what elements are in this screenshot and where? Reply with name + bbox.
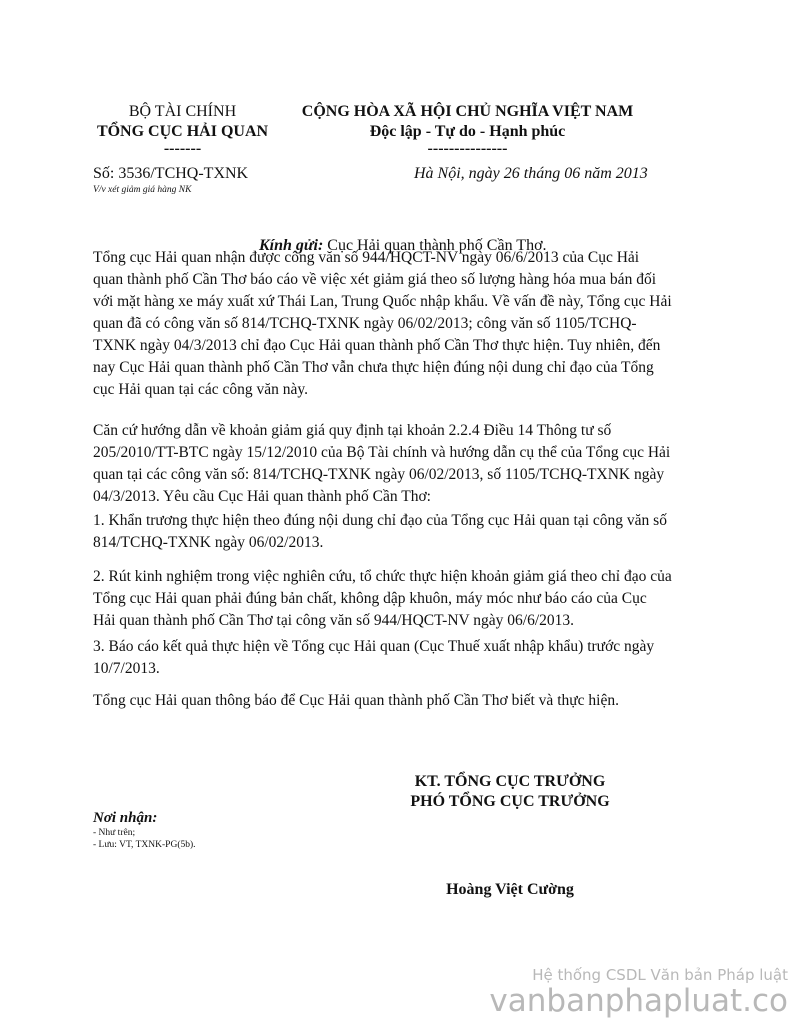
national-block xyxy=(285,102,650,156)
country-name: CỘNG HÒA XÃ HỘI CHỦ NGHĨA VIỆT NAM xyxy=(301,103,634,120)
document-number-block xyxy=(93,164,248,196)
paragraph-item-2: 2. Rút kinh nghiệm trong việc nghiên cứu, tổ chức thực hiện khoản giảm giá theo chỉ đạo của Tổng cục Hải quan phải đúng bản chất, không dập khuôn, máy móc như báo cáo của Cục Hải quan thành phố Cần Thơ tại công văn số 944/HQCT-NV ngày 06/6/2013. xyxy=(93,568,672,629)
place-date: Hà Nội, ngày 26 tháng 06 năm 2013 xyxy=(414,165,648,182)
signature-title-2: PHÓ TỔNG CỤC TRƯỞNG xyxy=(410,793,610,810)
paragraph-item-1: 1. Khẩn trương thực hiện theo đúng nội dung chỉ đạo của Tổng cục Hải quan tại công văn số 814/TCHQ-TXNK ngày 06/02/2013. xyxy=(93,512,667,551)
watermark-line-2: vanbanphapluat.co xyxy=(489,983,788,1019)
paragraph-basis: Căn cứ hướng dẫn về khoản giảm giá quy định tại khoản 2.2.4 Điều 14 Thông tư số 205/2010/TT-BTC ngày 15/12/2010 của Bộ Tài chính và hướng dẫn cụ thể của Tổng cục Hải quan tại các công văn số: 814/TCHQ-TXNK ngày 06/02/2013, số 1105/TCHQ-TXNK ngày 04/3/2013. Yêu cầu Cục Hải quan thành phố Cần Thơ: xyxy=(93,422,671,505)
document-number: Số: 3536/TCHQ-TXNK xyxy=(93,165,249,182)
department-name: TỔNG CỤC HẢI QUAN xyxy=(96,123,269,140)
recipients-block xyxy=(93,809,196,851)
watermark-line-1: Hệ thống CSDL Văn bản Pháp luật xyxy=(532,966,788,984)
paragraph-closing: Tổng cục Hải quan thông báo để Cục Hải quan thành phố Cần Thơ biết và thực hiện. xyxy=(93,692,619,709)
document-subject: V/v xét giảm giá hàng NK xyxy=(93,185,192,195)
ministry-name: BỘ TÀI CHÍNH xyxy=(128,103,237,120)
recipient-label: Kính gửi: xyxy=(259,237,324,254)
paragraph-item-3: 3. Báo cáo kết quả thực hiện về Tổng cục Hải quan (Cục Thuế xuất nhập khẩu) trước ngày 10/7/2013. xyxy=(93,638,655,677)
recipient-item: - Lưu: VT, TXNK-PG(5b). xyxy=(93,840,196,850)
signature-title-1: KT. TỔNG CỤC TRƯỞNG xyxy=(414,773,606,790)
motto-separator: --------------- xyxy=(427,140,508,157)
issuer-separator: ------- xyxy=(163,140,202,157)
motto: Độc lập - Tự do - Hạnh phúc xyxy=(369,123,566,140)
paragraph-intro: Tổng cục Hải quan nhận được công văn số 944/HQCT-NV ngày 06/6/2013 của Cục Hải quan thành phố Cần Thơ báo cáo về việc xét giảm giá theo số lượng hàng hóa mua bán đối với mặt hàng xe máy xuất xứ Thái Lan, Trung Quốc nhập khẩu. Về vấn đề này, Tổng cục Hải quan đã có công văn số 814/TCHQ-TXNK ngày 06/02/2013; công văn số 1105/TCHQ-TXNK ngày 04/3/2013 chỉ đạo Cục Hải quan thành phố Cần Thơ thực hiện. Tuy nhiên, đến nay Cục Hải quan thành phố Cần Thơ vẫn chưa thực hiện đúng nội dung chỉ đạo của Tổng cục Hải quan tại các công văn này. xyxy=(93,249,672,398)
signature-title-block xyxy=(380,772,640,812)
recipients-title: Nơi nhận: xyxy=(93,810,158,826)
signer-name: Hoàng Việt Cường xyxy=(446,881,574,898)
issuer-block xyxy=(80,102,285,156)
recipient-item: - Như trên; xyxy=(93,828,136,838)
recipient-name: Cục Hải quan thành phố Cần Thơ. xyxy=(323,237,547,254)
